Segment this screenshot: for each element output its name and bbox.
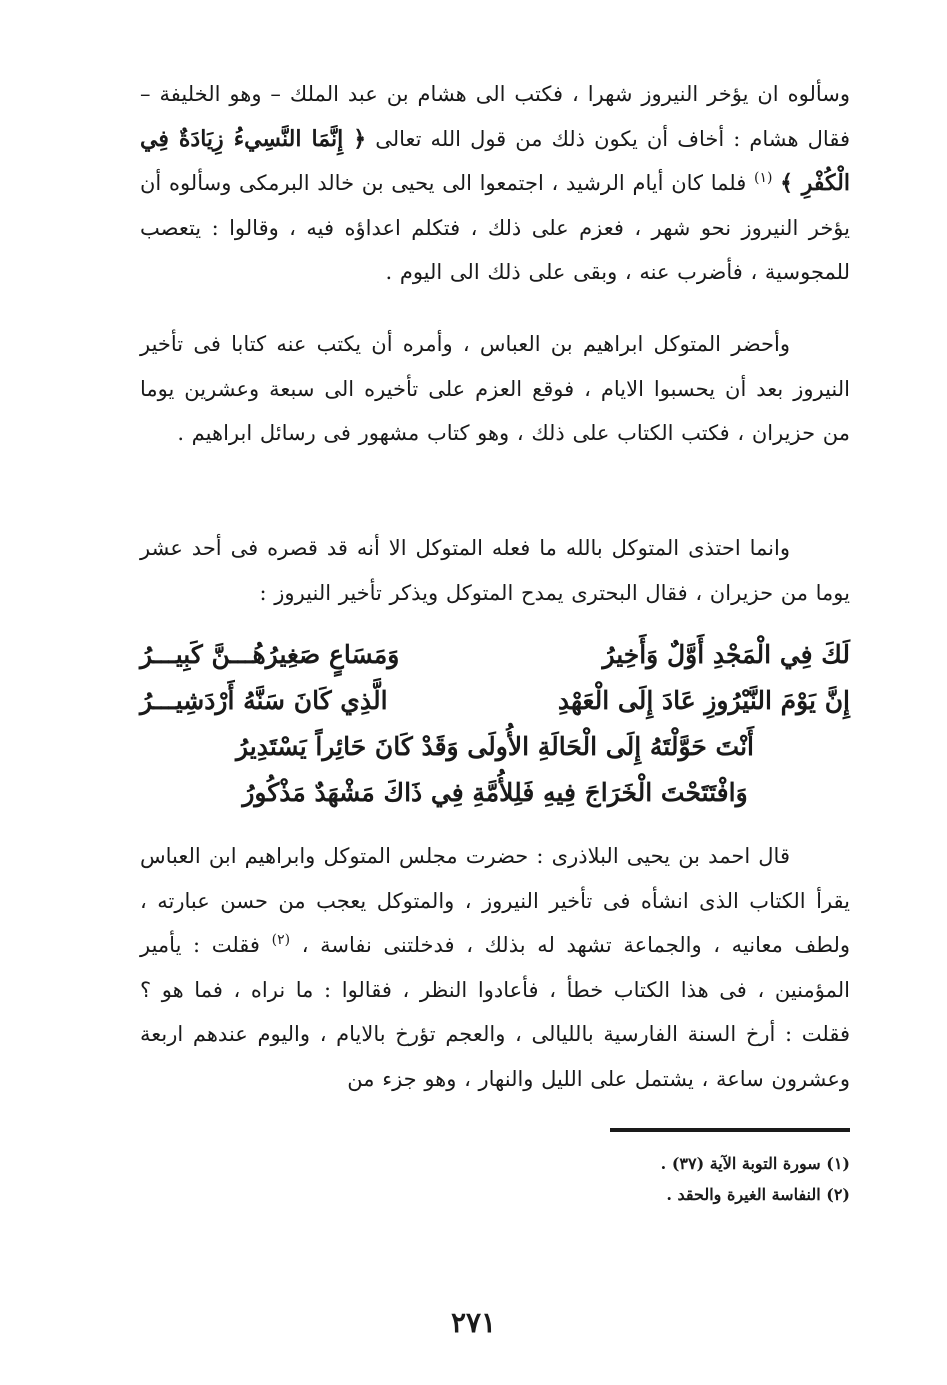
paragraph-1: [140, 72, 850, 295]
footnote-2: (٢) النفاسة الغيرة والحقد .: [666, 1185, 850, 1204]
paragraph-3-text: وانما احتذى المتوكل بالله ما فعله المتوكل الا أنه قد قصره فى أحد عشر يوما من حزيران ، فقال البحترى يمدح المتوكل ويذكر تأخير النيروز :: [140, 536, 850, 605]
poem-verse-2: [140, 678, 850, 724]
paragraph-5-text-a: قال احمد بن يحيى البلاذرى : حضرت مجلس المتوكل وابراهيم ابن العباس يقرأ الكتاب الذى انشأه فى تأخير النيروز ، والمتوكل يعجب من حسن عبارته ، ولطف معانيه ، والجماعة تشهد له بذلك ، فدخلتنى نفاسة ،: [140, 844, 850, 957]
paragraph-3: [140, 526, 850, 615]
quran-quote: ﴿ إِنَّمَا النَّسِيءُ زِيَادَةٌ فِي الْكُفْرِ ﴾: [140, 125, 850, 196]
verse-1-second-hemistich: وَمَسَاعٍ صَغِيرُهُـــنَّ كَبِيـــرُ: [140, 640, 400, 669]
paragraph-5: [140, 834, 850, 1101]
footnote-mark-2: (٢): [271, 932, 291, 948]
footnote-mark-1: (١): [753, 170, 773, 186]
verse-2-first-hemistich: إِنَّ يَوْمَ النَّيْرُوزِ عَادَ إِلَى الْعَهْدِ: [557, 686, 850, 715]
footnotes: [140, 1148, 850, 1210]
paragraph-1-text-a: وسألوه ان يؤخر النيروز شهرا ، فكتب الى هشام بن عبد الملك – وهو الخليفة – فقال هشام : أخاف أن يكون ذلك من قول الله تعالى: [140, 82, 850, 151]
verse-2-second-hemistich: الَّذِي كَانَ سَنَّهُ أَرْدَشِيـــرُ: [140, 686, 388, 715]
footnote-1: (١) سورة التوبة الآية (٣٧) .: [660, 1154, 850, 1173]
page-number: ٢٧١: [450, 1306, 497, 1339]
paragraph-2-text: وأحضر المتوكل ابراهيم بن العباس ، وأمره أن يكتب عنه كتابا فى تأخير النيروز بعد أن يحسبوا الايام ، فوقع العزم على تأخيره الى سبعة وعشرين يوما من حزيران ، فكتب الكتاب على ذلك ، وهو كتاب مشهور فى رسائل ابراهيم .: [140, 332, 850, 445]
footnote-separator: [610, 1128, 850, 1132]
paragraph-5-text-b: فقلت : يأمير المؤمنين ، فى هذا الكتاب خطأ ، فأعادوا النظر ، فقالوا : ما نراه ، فما هو ؟ فقلت : أرخ السنة الفارسية بالليالى ، والعجم تؤرخ بالايام ، واليوم عندهم اربعة وعشرون ساعة ، يشتمل على الليل والنهار ، وهو جزء من: [140, 933, 850, 1091]
poem-verse-1: [140, 632, 850, 678]
poem: [140, 632, 850, 816]
paragraph-1-text-b: فلما كان أيام الرشيد ، اجتمعوا الى يحيى بن خالد البرمكى وسألوه أن يؤخر النيروز نحو شهر ، فعزم على ذلك ، فتكلم اعداؤه فيه ، وقالوا : يتعصب للمجوسية ، فأضرب عنه ، وبقى على ذلك الى اليوم .: [140, 171, 850, 284]
poem-verse-3: أَنْتَ حَوَّلْتَهُ إِلَى الْحَالَةِ الأُولَى وَقَدْ كَانَ حَائِراً يَسْتَدِيرُ: [236, 732, 754, 761]
verse-1-first-hemistich: لَكَ فِي الْمَجْدِ أَوَّلٌ وَأَخِيرُ: [602, 640, 850, 669]
poem-verse-4: وَافْتَتَحْتَ الْخَرَاجَ فِيهِ فَلِلأُمَّةِ فِي ذَاكَ مَشْهَدٌ مَذْكُورُ: [242, 778, 748, 807]
paragraph-2: [140, 322, 850, 456]
